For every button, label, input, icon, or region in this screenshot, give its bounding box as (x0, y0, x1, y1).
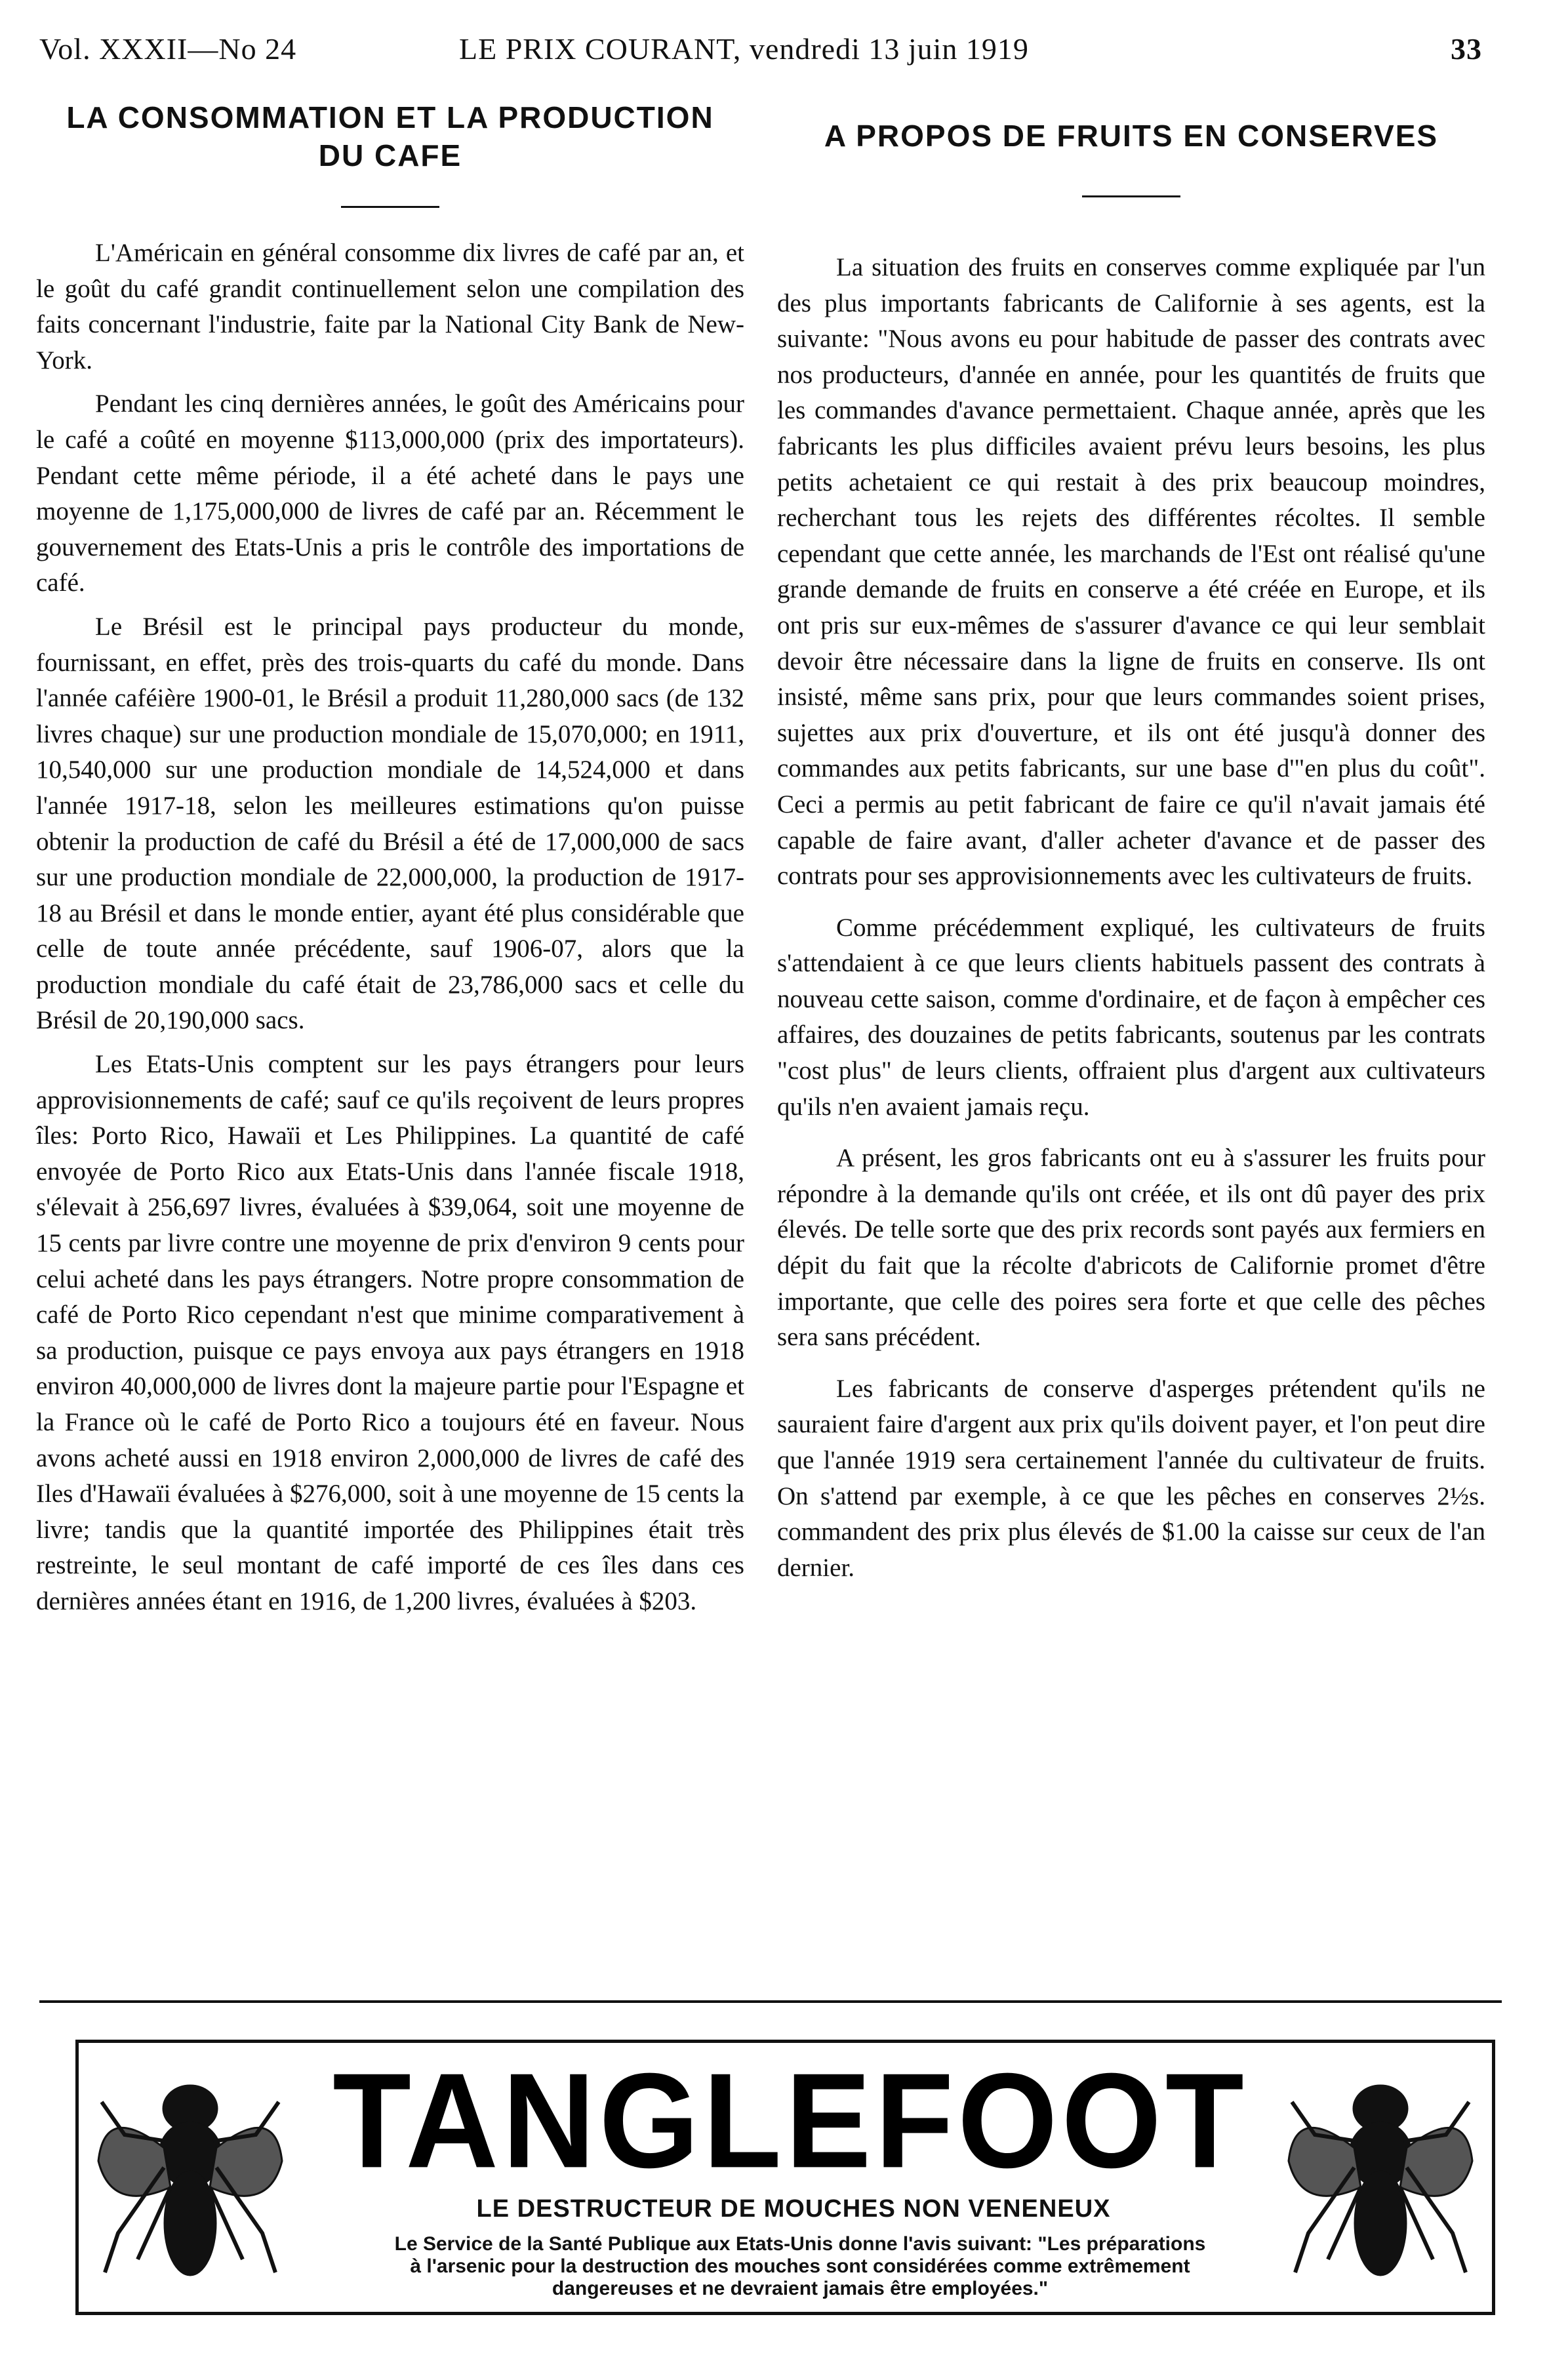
ad-brand-name: TANGLEFOOT (332, 2045, 1248, 2196)
right-paragraph-2: Comme précédemment expliqué, les cultivateurs de fruits s'attendaient à ce que leurs clients habituels passent des contrats à nouveau cette saison, comme d'ordinaire, et de façon à empêcher ces affaires, des douzaines de petits fabricants, soutenus par les contrats "cost plus" de leurs clients, offraient plus d'argent aux cultivateurs qu'ils n'en avaient jamais reçu. (777, 913, 1485, 1121)
title-rule (1082, 195, 1180, 197)
section-divider (39, 2000, 1502, 2003)
ad-body-text: Le Service de la Santé Publique aux Etats-Unis donne l'avis suivant: "Les préparations à l'arsenic pour la destruction des mouches sont considérées comme extrêmement dangereuses et ne devraient jamais être employées." (394, 2233, 1206, 2299)
page-header (39, 31, 1482, 84)
right-article-title: A PROPOS DE FRUITS EN CONSERVES (824, 119, 1439, 153)
left-paragraph-2: Pendant les cinq dernières années, le goût des Américains pour le café a coûté en moyenne $113,000,000 (prix des importateurs). Pendant cette même période, il a été acheté dans le pays une moyenne de 1,175,000,000 de livres de café par an. Récemment le gouvernement des Etats-Unis a pris le contrôle des importations de café. (36, 390, 744, 597)
left-paragraph-3: Le Brésil est le principal pays producteur du monde, fournissant, en effet, près des trois-quarts du café du monde. Dans l'année caféière 1900-01, le Brésil a produit 11,280,000 sacs (de 132 livres chaque) sur une production mondiale de 15,070,000; en 1911, 10,540,000 sur une production mondiale de 14,524,000 et dans l'année 1917-18, selon les meilleures estimations qu'on puisse obtenir la production de café du Brésil a été de 17,000,000 de sacs sur une production mondiale de 22,000,000, la production de 1917-18 au Brésil et dans le monde entier, ayant été plus considérable que celle de toute année précédente, sauf 1906-07, alors que la production mondiale du café était de 23,786,000 sacs et celle du Brésil de 20,190,000 sacs. (36, 612, 744, 1035)
volume-number: Vol. XXXII—No 24 (39, 32, 297, 66)
tanglefoot-advertisement (75, 2040, 1495, 2315)
right-paragraph-3: A présent, les gros fabricants ont eu à s'assurer les fruits pour répondre à la demande qu'ils ont créée, et ils ont dû payer des prix élevés. De telle sorte que des prix records sont payés aux fermiers en dépit du fait que la récolte d'abricots de Californie promet d'être importante, que celle des poires sera forte et que celle des pêches sera sans précédent. (777, 1144, 1485, 1352)
fly-icon (92, 2063, 289, 2286)
page-number: 33 (1451, 32, 1482, 66)
right-paragraph-1: La situation des fruits en conserves comme expliquée par l'un des plus importants fabricants de Californie à ses agents, est la suivante: "Nous avons eu pour habitude de passer des contrats avec nos producteurs, d'année en année, pour les quantités de fruits que les commandes d'avance permettaient. Chaque année, après que les fabricants les plus difficiles avaient prévu leurs besoins, les plus petits achetaient ce qui restait à des prix beaucoup moindres, recherchant tous les rejets des différentes récoltes. Il semble cependant que cette année, les marchands de l'Est ont réalisé qu'une grande demande de fruits en conserve a été créée en Europe, et ils ont pris sur eux-mêmes de s'assurer d'avance ce qui leur semblait devoir être nécessaire dans la ligne de fruits en conserve. Ils ont insisté, même sans prix, pour que leurs commandes soient prises, sujettes aux prix d'ouverture, et ils ont été jusqu'à donner des commandes aux petits fabricants, sur une base d'"en plus du coût". Ceci a permis au petit fabricant de faire ce qu'il n'avait jamais été capable de faire avant, d'aller acheter d'avance et de passer des contrats pour ses approvisionnements avec les cultivateurs de fruits. (777, 253, 1485, 891)
right-paragraph-4: Les fabricants de conserve d'asperges prétendent qu'ils ne sauraient faire d'argent aux prix qu'ils doivent payer, et l'on peut dire que l'année 1919 sera certainement l'année du cultivateur de fruits. On s'attend par exemple, à ce que les pêches en conserves 2½s. commandent des prix plus élevés de $1.00 la caisse sur ceux de l'an dernier. (777, 1374, 1485, 1582)
right-article (777, 98, 1485, 1602)
ad-tagline: LE DESTRUCTEUR DE MOUCHES NON VENENEUX (476, 2195, 1111, 2223)
left-article-title: LA CONSOMMATION ET LA PRODUCTION DU CAFE (66, 100, 714, 172)
fly-icon (1282, 2063, 1479, 2286)
title-rule (341, 206, 439, 208)
publication-date: LE PRIX COURANT, vendredi 13 juin 1919 (459, 32, 1029, 66)
left-article (36, 98, 744, 1628)
left-paragraph-1: L'Américain en général consomme dix livres de café par an, et le goût du café grandit continuellement selon une compilation des faits concernant l'industrie, faite par la National City Bank de New-York. (36, 239, 744, 374)
left-paragraph-4: Les Etats-Unis comptent sur les pays étrangers pour leurs approvisionnements de café; sauf ce qu'ils reçoivent de leurs propres îles: Porto Rico, Hawaïi et Les Philippines. La quantité de café envoyée de Porto Rico aux Etats-Unis dans l'année fiscale 1918, s'élevait à 256,697 livres, évaluées à $39,064, soit une moyenne de 15 cents par livre contre une moyenne de prix d'environ 9 cents pour celui acheté dans les pays étrangers. Notre propre consommation de café de Porto Rico cependant n'est que minime comparativement à sa production, puisque ce pays envoya aux pays étrangers en 1918 environ 40,000,000 de livres dont la majeure partie pour l'Espagne et la France où le café de Porto Rico a toujours été en faveur. Nous avons acheté aussi en 1918 environ 2,000,000 de livres de café des Iles d'Hawaïi évaluées à $276,000, soit à une moyenne de 15 cents la livre; tandis que la quantité importée des Philippines était très restreinte, le seul montant de café importé de ces îles dans ces dernières années étant en 1916, de 1,200 livres, évaluées à $203. (36, 1050, 744, 1615)
